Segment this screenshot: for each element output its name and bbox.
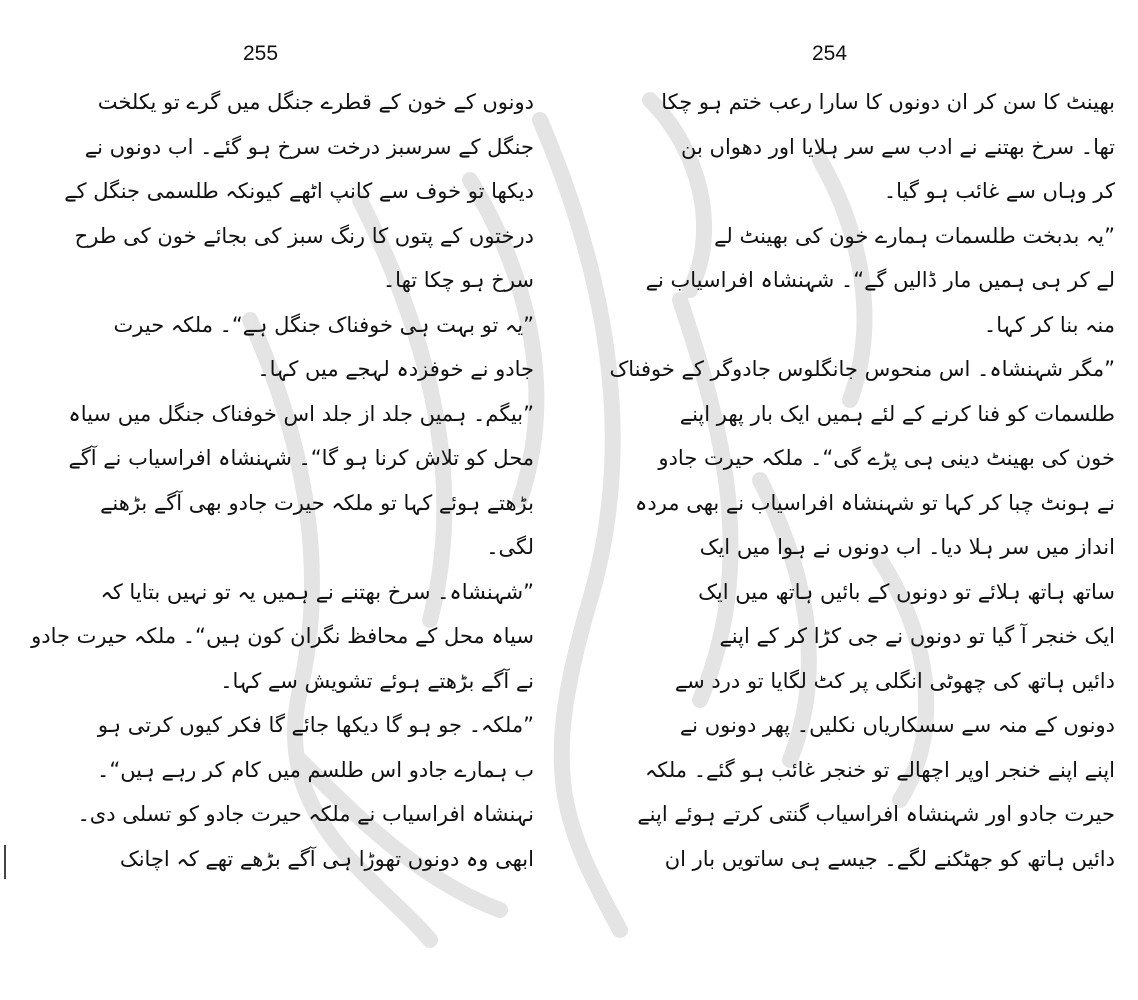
- left-line: دونوں کے خون کے قطرے جنگل میں گرے تو یکلخت: [97, 90, 534, 114]
- left-line: جنگل کے سرسبز درخت سرخ ہو گئے۔ اب دونوں نے: [84, 134, 534, 159]
- left-line: ب ہمارے جادو اس طلسم میں کام کر رہے ہیں“۔: [97, 757, 534, 782]
- right-line: اپنے اپنے خنجر اوپر اچھالے تو خنجر غائب ہو گئے۔ ملکہ: [644, 757, 1115, 782]
- left-line: بڑھتے ہوئے کہا تو ملکہ حیرت جادو بھی آگے بڑھنے: [100, 490, 534, 515]
- left-line: درختوں کے پتوں کا رنگ سبز کی بجائے خون کی طرح: [74, 223, 534, 248]
- left-line: جادو نے خوفزدہ لہجے میں کہا۔: [257, 357, 534, 381]
- right-line: بھینٹ کا سن کر ان دونوں کا سارا رعب ختم ہو چکا: [661, 90, 1115, 114]
- right-line: طلسمات کو فنا کرنے کے لئے ہمیں ایک بار پھر اپنے: [679, 401, 1115, 426]
- right-line: دائیں ہاتھ کی چھوٹی انگلی پر کٹ لگایا تو درد سے: [674, 668, 1115, 693]
- right-line: حیرت جادو اور شہنشاہ افراسیاب گنتی کرتے ہوئے اپنے: [637, 802, 1115, 826]
- right-line: نے ہونٹ چبا کر کہا تو شہنشاہ افراسیاب نے بھی مردہ: [635, 490, 1115, 515]
- right-line: ساتھ ہاتھ ہلائے تو دونوں کے بائیں ہاتھ میں ایک: [698, 579, 1115, 604]
- left-line: ”یہ تو بہت ہی خوفناک جنگل ہے“۔ ملکہ حیرت: [113, 312, 534, 337]
- left-line: لگی۔: [486, 535, 534, 559]
- left-line: سرخ ہو چکا تھا۔: [382, 268, 534, 292]
- left-line: نے آگے بڑھتے ہوئے تشویش سے کہا۔: [220, 668, 534, 693]
- right-line: دونوں کے منہ سے سسکاریاں نکلیں۔ پھر دونوں نے: [679, 713, 1115, 737]
- right-line: دائیں ہاتھ کو جھٹکنے لگے۔ جیسے ہی ساتویں بار ان: [664, 846, 1115, 871]
- left-line: ”ملکہ۔ جو ہو گا دیکھا جائے گا فکر کیوں کرتی ہو: [97, 713, 534, 737]
- left-line: نہنشاہ افراسیاب نے ملکہ حیرت جادو کو تسلی دی۔: [77, 802, 534, 826]
- right-page-text: [580, 80, 1115, 881]
- left-line: سیاہ محل کے محافظ نگران کون ہیں“۔ ملکہ حیرت جادو: [31, 624, 534, 648]
- right-line: منہ بنا کر کہا۔: [983, 312, 1115, 337]
- left-line: ”بیگم۔ ہمیں جلد از جلد اس خوفناک جنگل میں سیاہ: [68, 401, 534, 426]
- right-line: ”یہ بدبخت طلسمات ہمارے خون کی بھینٹ لے: [714, 223, 1115, 248]
- right-line: تھا۔ سرخ بھتنے نے ادب سے سر ہلایا اور دھواں بن: [681, 134, 1115, 159]
- right-line: ”مگر شہنشاہ۔ اس منحوس جانگلوس جادوگر کے خوفناک: [609, 357, 1115, 381]
- right-line: انداز میں سر ہلا دیا۔ اب دونوں نے ہوا میں ایک: [699, 535, 1115, 559]
- scan-edge-mark: [4, 845, 6, 879]
- page-number-left: 255: [243, 42, 279, 65]
- left-line: دیکھا تو خوف سے کانپ اٹھے کیونکہ طلسمی جنگل کے: [64, 179, 534, 203]
- right-line: ایک خنجر آ گیا تو دونوں نے جی کڑا کر کے اپنے: [719, 624, 1115, 648]
- right-line: لے کر ہی ہمیں مار ڈالیں گے“۔ شہنشاہ افراسیاب نے: [645, 268, 1115, 292]
- right-line: خون کی بھینٹ دینی ہی پڑے گی“۔ ملکہ حیرت جادو: [658, 446, 1115, 470]
- left-line: محل کو تلاش کرنا ہو گا“۔ شہنشاہ افراسیاب نے آگے: [68, 446, 534, 470]
- left-line: ابھی وہ دونوں تھوڑا ہی آگے بڑھے تھے کہ اچانک: [119, 846, 534, 871]
- right-line: کر وہاں سے غائب ہو گیا۔: [883, 179, 1115, 203]
- left-line: ”شہنشاہ۔ سرخ بھتنے نے ہمیں یہ تو نہیں بتایا کہ: [100, 579, 534, 604]
- left-page-text: [22, 80, 542, 881]
- page-number-right: 254: [812, 42, 848, 65]
